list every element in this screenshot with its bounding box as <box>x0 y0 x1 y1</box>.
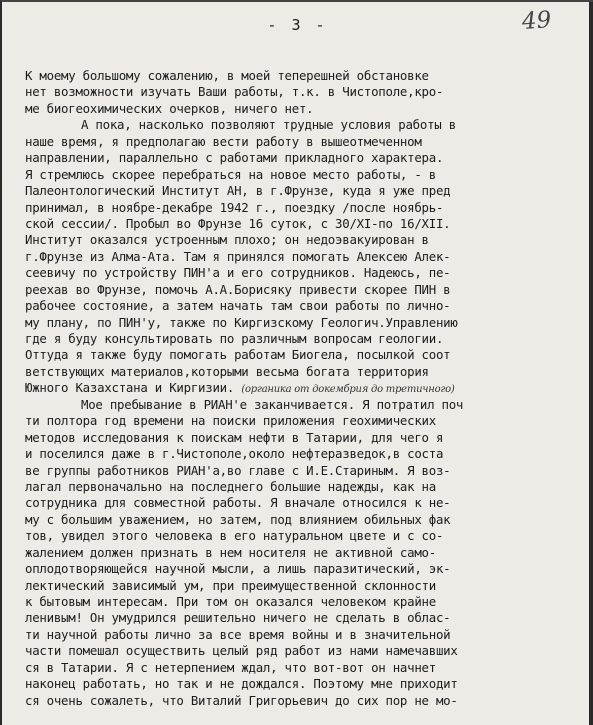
text-line: Оттуда я также буду помогать работам Биогела, посылкой соот <box>25 347 451 363</box>
text-line: г.Фрунзе из Алма-Ата. Там я принялся помогать Алексею Алек- <box>25 248 451 264</box>
text-line: тов, увидел этого человека в его натуральном цвете и с со- <box>25 528 444 544</box>
text-line: К моему большому сожалению, в моей теперешней обстановке <box>25 68 429 83</box>
text-line: Я стремлюсь скорее перебраться на новое место работы, - в <box>25 166 436 182</box>
text-line: наконец работать, но так и не дождался. Поэтому мне приходит <box>25 676 458 692</box>
page-number: - 3 - <box>267 16 328 34</box>
text-line: ся в Татарии. Я с нетерпением ждал, что вот-вот он начнет <box>25 659 436 675</box>
text-line: реехав во Фрунзе, помочь А.А.Борисяку привести скорее ПИН в <box>25 281 451 297</box>
handwritten-note: (органика от докембрия до третичного) <box>241 384 455 396</box>
text-line: части помешал осуществить целый ряд работ из нами намечавших <box>25 643 458 659</box>
text-line: рабочее состояние, а затем начать там свои работы по лично- <box>25 298 451 314</box>
text-line: где я буду консультировать по различным вопросам геологии. <box>25 331 444 346</box>
text-line: му с большим уважением, но затем, под влиянием обильных фак <box>25 511 451 527</box>
text-line: А пока, насколько позволяют трудные условия работы в <box>81 117 456 133</box>
text-line: жалением должен признать в нем носителя не активной само- <box>25 544 436 560</box>
text-line: ветствующих материалов,которыми весьма богата территория <box>25 363 429 379</box>
text-line: направлении, параллельно с работами прикладного характера. <box>25 150 444 166</box>
text-line-with-note <box>25 380 587 396</box>
text-line: сотрудника для совместной работы. Я вначале относился к не- <box>25 495 451 511</box>
letter-body <box>25 68 587 709</box>
archive-number: 49 <box>520 7 552 35</box>
text-line: му плану, по ПИН'у, также по Киргизскому Геологич.Управлению <box>25 314 458 330</box>
scan-edge <box>589 2 593 725</box>
text-line: нет возможности изучать Ваши работы, т.к. в Чистополе,кро- <box>25 84 444 100</box>
text-line: оплодотворяющейся научной мысли, а лишь паразитический, эк- <box>25 561 451 577</box>
text-line: лектический зависимый ум, при преимущественной склонности <box>25 577 436 593</box>
text-line: ской сессии/. Пробыл во Фрунзе 16 суток, с 30/XI-по 16/XII. <box>25 215 451 231</box>
text-line: методов исследования к поискам нефти в Татарии, для чего я <box>25 429 444 445</box>
text-line: Палеонтологический Институт АН, в г.Фрунзе, куда я уже пред <box>25 183 451 199</box>
text-line: ве группы работников РИАН'а,во главе с И.Е.Стариным. Я воз- <box>25 462 451 478</box>
text-line: ме биогеохимических очерков, ничего нет. <box>25 100 314 116</box>
text-line: и поселился даже в г.Чистополе,около нефтеразведок,в соста <box>25 446 444 462</box>
text-line: Мое пребывание в РИАН'е заканчивается. Я потратил поч <box>81 396 464 412</box>
text-line: принимал, в ноябре-декабре 1942 г., поездку /после ноябрь- <box>25 199 444 215</box>
text-line: наше время, я предполагаю вести работу в вышеотмеченном <box>25 133 422 149</box>
text-line: ти полтора год времени на поиски приложения геохимических <box>25 413 436 429</box>
text-line: Институт оказался устроенным плохо; он недоэвакуирован в <box>25 232 429 248</box>
text-line: Южного Казахстана и Киргизии. <box>25 380 235 396</box>
text-line: ленивым! Он умудрился решительно ничего не сделать в облас- <box>25 610 451 626</box>
text-line: к бытовым интересам. При том он оказался человеком крайне <box>25 594 436 609</box>
text-line: сеевичу по устройству ПИН'а и его сотрудников. Надеюсь, пе- <box>25 265 451 281</box>
text-line: ся очень сожалеть, что Виталий Григорьевич до сих пор не мо- <box>25 692 458 708</box>
text-line: ти научной работы лично за все время войны и в значительной <box>25 626 451 642</box>
text-line: лагал первоначально на последнего большие надежды, как на <box>25 478 436 494</box>
